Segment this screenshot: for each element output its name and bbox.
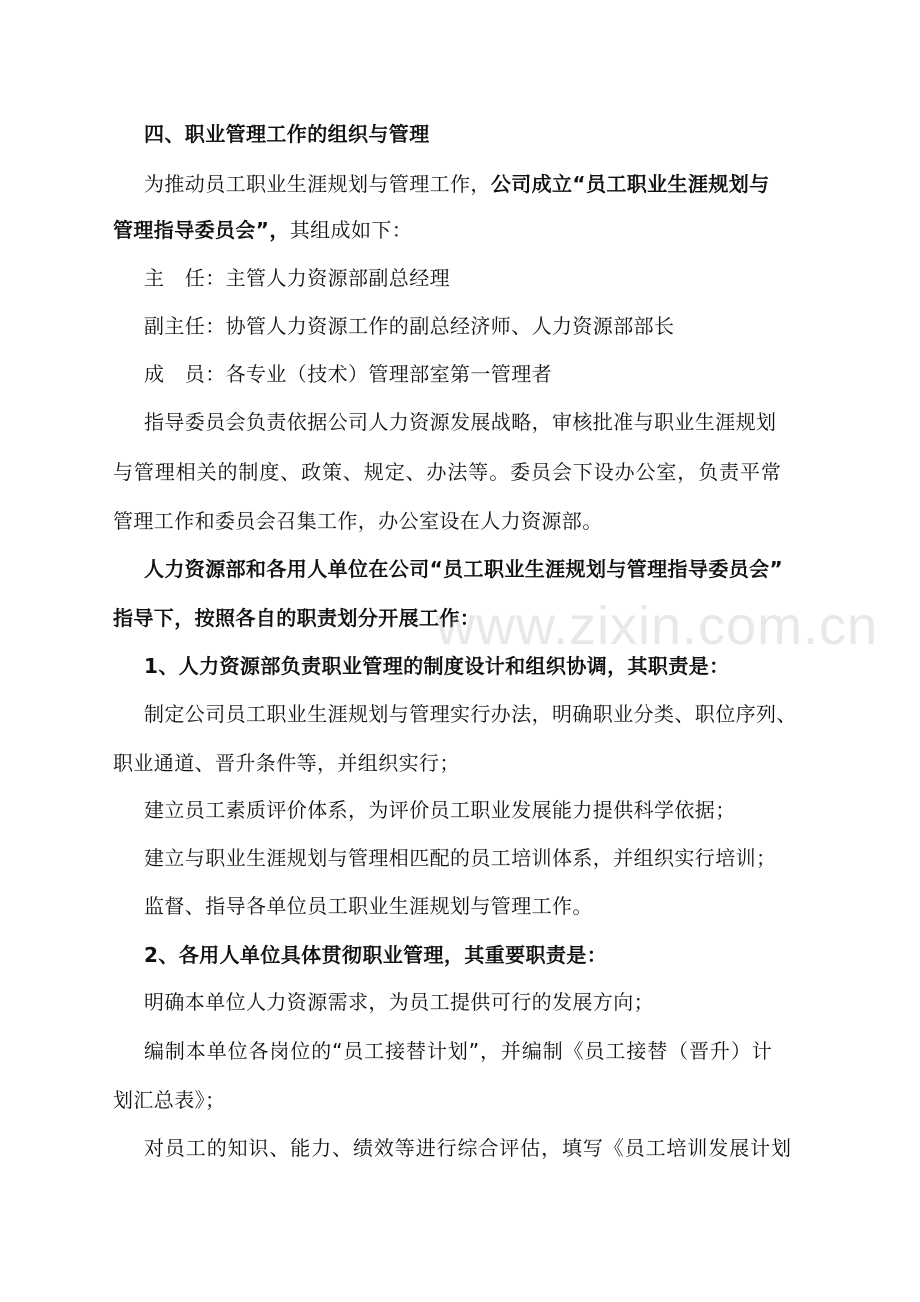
paragraph-line <box>0 217 920 243</box>
text-run-bold: 公司成立“员工职业生涯规划与 <box>490 172 770 196</box>
paragraph-line: 管理工作和委员会召集工作，办公室设在人力资源部。 <box>113 509 603 533</box>
committee-director: 主 任：主管人力资源部副总经理 <box>144 266 450 290</box>
text-run: 为推动员工职业生涯规划与管理工作， <box>144 172 491 196</box>
list-item: 监督、指导各单位员工职业生涯规划与管理工作。 <box>144 894 593 918</box>
list-item: 建立员工素质评价体系，为评价员工职业发展能力提供科学依据； <box>144 798 736 822</box>
list-item: 编制本单位各岗位的“员工接替计划”，并编制《员工接替（晋升）计 <box>144 1039 773 1063</box>
list-item: 制定公司员工职业生涯规划与管理实行办法，明确职业分类、职位序列、 <box>144 702 797 726</box>
list-item: 建立与职业生涯规划与管理相匹配的员工培训体系，并组织实行培训； <box>144 846 777 870</box>
list-item: 对员工的知识、能力、绩效等进行综合评估，填写《员工培训发展计划 <box>144 1136 792 1160</box>
text-run: 其组成如下： <box>289 218 413 242</box>
paragraph-line: 与管理相关的制度、政策、规定、办法等。委员会下设办公室，负责平常 <box>113 460 782 484</box>
subsection-title: 1、人力资源部负责职业管理的制度设计和组织协调，其职责是： <box>144 654 730 678</box>
section-heading: 四、职业管理工作的组织与管理 <box>144 122 430 146</box>
paragraph-line-bold: 指导下，按照各自的职责划分开展工作： <box>113 606 481 630</box>
committee-deputy: 副主任：协管人力资源工作的副总经济师、人力资源部部长 <box>144 314 675 338</box>
watermark-text: www.zixin.com.cn <box>436 596 879 656</box>
list-item: 职业通道、晋升条件等，并组织实行； <box>113 751 460 775</box>
list-item: 明确本单位人力资源需求，为员工提供可行的发展方向； <box>144 990 654 1014</box>
text-run-bold: 管理指导委员会”， <box>113 218 290 242</box>
paragraph-line <box>0 171 920 197</box>
paragraph-line-bold: 人力资源部和各用人单位在公司“员工职业生涯规划与管理指导委员会” <box>144 557 784 581</box>
committee-member: 成 员：各专业（技术）管理部室第一管理者 <box>144 362 552 386</box>
paragraph-line: 指导委员会负责依据公司人力资源发展战略，审核批准与职业生涯规划 <box>144 410 777 434</box>
list-item: 划汇总表》； <box>113 1088 226 1112</box>
subsection-title: 2、各用人单位具体贯彻职业管理，其重要职责是： <box>144 943 608 967</box>
